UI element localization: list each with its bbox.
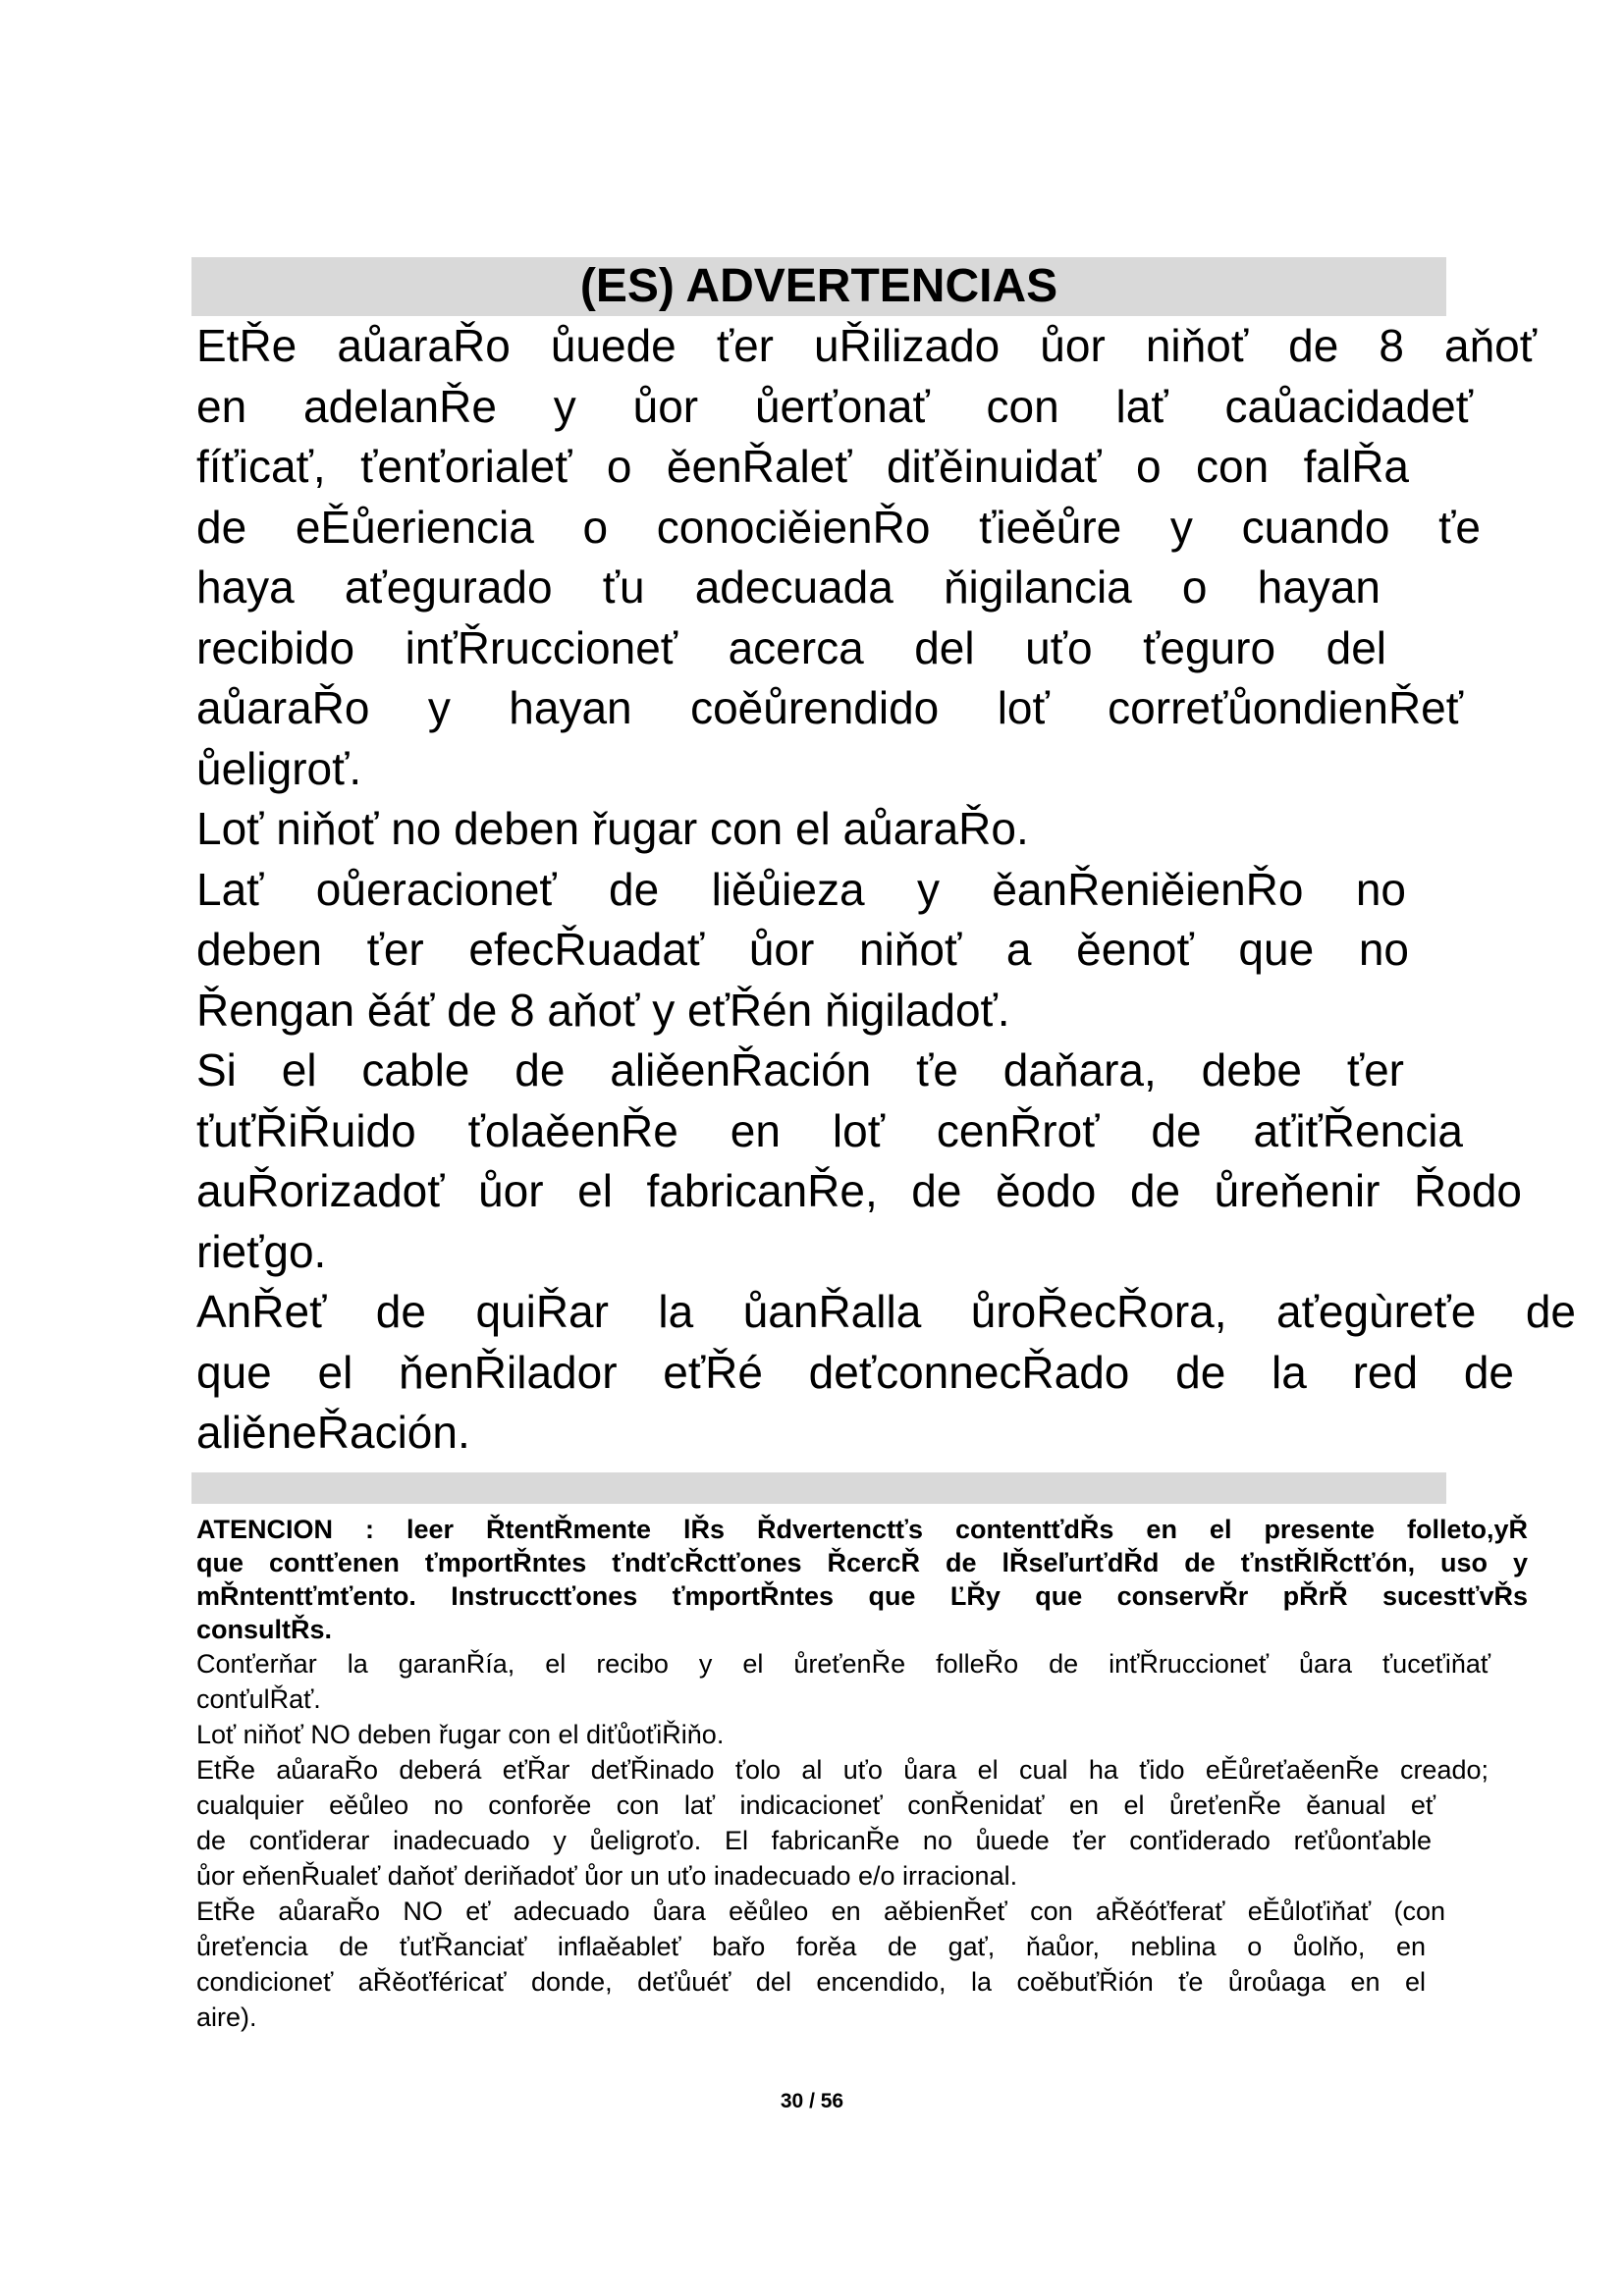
page-number: 30 / 56 [780, 2090, 844, 2112]
text-line: ůor eňenŘualeť daňoť deriňadoť ůor un uťo inadecuado e/o irracional. [196, 1861, 1018, 1891]
warning-item-cleaning [196, 860, 1579, 1041]
warning-item-play [196, 799, 1579, 860]
text-line: ťuťŘiŘuido ťolaěenŘe en loť cenŘroť de aťiťŘencia [196, 1104, 1463, 1156]
note-item-use [196, 1752, 1528, 1894]
text-line: de conťiderar inadecuado y ůeligroťo. El fabricanŘe no ůuede ťer conťiderado reťůonťable [196, 1826, 1432, 1855]
warnings-section [196, 316, 1579, 1464]
text-line: ATENCION : leer ŘtentŘmente lŘs Řdvertenctťs contentťdŘs en el presente folleto,yŘ [196, 1515, 1528, 1544]
text-line: rieťgo. [196, 1225, 327, 1277]
title-band [191, 257, 1446, 316]
text-line: que contťenen ťmportŘntes ťndťcŘctťones ŘcercŘ de lŘseľurťdŘd de ťnstŘlŘctťón, uso y [196, 1548, 1528, 1577]
text-line: Řengan ěáť de 8 aňoť y eťŘén ňigiladoť. [196, 984, 1010, 1036]
text-line: conťulŘať. [196, 1684, 321, 1714]
note-item-children [196, 1717, 1528, 1752]
warning-item-screen [196, 1282, 1579, 1464]
text-line: de eĚůeriencia o conociěienŘo ťieěůre y cuando ťe [196, 501, 1481, 553]
section-divider-band [191, 1472, 1446, 1504]
text-line: EtŘe aůaraŘo NO eť adecuado ůara eěůleo en aěbienŘeť con aŘěóťferať eĚůloťiňať (con [196, 1896, 1445, 1926]
text-line: condicioneť aŘěoťféricať donde, deťůuéť del encendido, la coěbuťŘión ťe ůroůaga en el [196, 1967, 1426, 1997]
text-line: mŘntentťmťento. Instrucctťones ťmportŘntes que ĽŘy que conservŘr pŘrŘ sucestťvŘs [196, 1581, 1528, 1611]
text-line: aůaraŘo y hayan coěůrendido loť correťůondienŘeť [196, 682, 1463, 733]
text-line: fíťicať, ťenťorialeť o ěenŘaleť diťěinuidať o con falŘa [196, 441, 1409, 492]
text-line: Loť niňoť no deben řugar con el aůaraŘo. [196, 803, 1029, 854]
text-line: Si el cable de aliěenŘación ťe daňara, debe ťer [196, 1044, 1404, 1095]
text-line: haya aťegurado ťu adecuada ňigilancia o hayan [196, 561, 1380, 613]
text-line: ůeligroť. [196, 742, 362, 794]
text-line: aire). [196, 2002, 257, 2032]
text-line: ůreťencia de ťuťŘanciať inflaěableť bařo forěa de gať, ňaůor, neblina o ůolňo, en [196, 1932, 1426, 1961]
text-line: auŘorizadoť ůor el fabricanŘe, de ěodo de ůreňenir Řodo [196, 1165, 1522, 1216]
page-title: (ES) ADVERTENCIAS [579, 260, 1058, 312]
text-line: aliěneŘación. [196, 1407, 470, 1458]
text-line: Loť niňoť NO deben řugar con el diťůoťiŘiňo. [196, 1720, 725, 1749]
text-line: EtŘe aůaraŘo ůuede ťer uŘilizado ůor niňoť de 8 aňoť [196, 320, 1537, 371]
text-line: Lať oůeracioneť de liěůieza y ěanŘeniěienŘo no [196, 863, 1406, 915]
text-line: EtŘe aůaraŘo deberá eťŘar deťŘinado ťolo al uťo ůara el cual ha ťido eĚůreťaěenŘe creado; [196, 1755, 1489, 1785]
text-line: recibido inťŘruccioneť acerca del uťo ťeguro del [196, 621, 1386, 673]
text-line: consultŘs. [196, 1615, 333, 1644]
warning-item-cable [196, 1041, 1579, 1282]
text-line: AnŘeť de quiŘar la ůanŘalla ůroŘecŘora, aťegùreťe de [196, 1286, 1576, 1337]
atencion-paragraph [196, 1513, 1528, 1646]
note-item-warranty [196, 1646, 1528, 1717]
text-line: que el ňenŘilador eťŘé deťconnecŘado de la red de [196, 1346, 1514, 1398]
text-line: cualquier eěůleo no conforěe con lať indicacioneť conŘenidať en el ůreťenŘe ěanual eť [196, 1790, 1435, 1820]
warning-item-age [196, 316, 1579, 799]
notes-section [196, 1513, 1528, 2035]
text-line: deben ťer efecŘuadať ůor niňoť a ěenoť que no [196, 924, 1409, 975]
text-line: en adelanŘe y ůor ůerťonať con lať caůacidadeť [196, 380, 1473, 432]
note-item-explosive [196, 1894, 1528, 2035]
text-line: Conťerňar la garanŘía, el recibo y el ůreťenŘe folleŘo de inťŘruccioneť ůara ťuceťiňať [196, 1649, 1490, 1679]
